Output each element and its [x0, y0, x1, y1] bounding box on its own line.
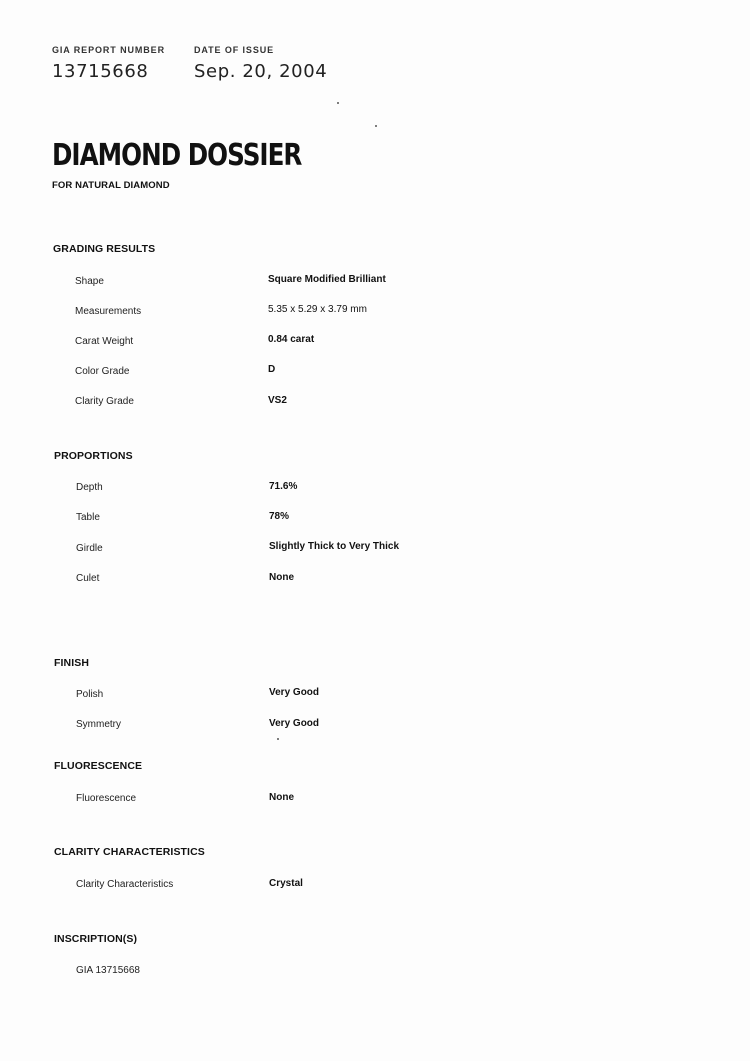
document-title: DIAMOND DOSSIER — [52, 138, 302, 173]
culet-value: None — [269, 572, 294, 583]
polish-label: Polish — [76, 689, 104, 700]
color-grade-value: D — [268, 364, 276, 375]
measurements-label: Measurements — [75, 306, 142, 317]
depth-label: Depth — [76, 482, 103, 493]
fluorescence-value: None — [269, 792, 294, 803]
section-title-fluorescence: FLUORESCENCE — [54, 760, 143, 772]
fluorescence-label: Fluorescence — [76, 793, 137, 804]
table-label: Table — [76, 512, 100, 523]
date-of-issue: Sep. 20, 2004 — [194, 61, 328, 82]
date-of-issue-label: DATE OF ISSUE — [194, 45, 275, 55]
symmetry-label: Symmetry — [76, 719, 121, 730]
girdle-value: Slightly Thick to Very Thick — [269, 541, 400, 552]
polish-value: Very Good — [269, 687, 320, 698]
girdle-label: Girdle — [76, 543, 103, 554]
shape-value: Square Modified Brilliant — [268, 274, 386, 285]
section-title-grading: GRADING RESULTS — [53, 243, 156, 255]
table-value: 78% — [269, 511, 290, 522]
report-number: 13715668 — [52, 61, 149, 82]
clarity-characteristics-label: Clarity Characteristics — [76, 879, 174, 890]
culet-label: Culet — [76, 573, 100, 584]
carat-weight-value: 0.84 carat — [268, 334, 315, 345]
shape-label: Shape — [75, 276, 104, 287]
scan-speck — [277, 738, 279, 740]
clarity-characteristics-value: Crystal — [269, 878, 303, 889]
measurements-value: 5.35 x 5.29 x 3.79 mm — [268, 304, 367, 315]
section-title-finish: FINISH — [54, 657, 90, 669]
color-grade-label: Color Grade — [75, 366, 130, 377]
document-subtitle: FOR NATURAL DIAMOND — [52, 180, 170, 191]
inscription-text: GIA 13715668 — [76, 965, 140, 976]
clarity-grade-label: Clarity Grade — [75, 396, 134, 407]
section-title-inscription: INSCRIPTION(S) — [54, 933, 138, 945]
scan-speck — [375, 125, 377, 127]
symmetry-value: Very Good — [269, 718, 320, 729]
depth-value: 71.6% — [269, 481, 298, 492]
section-title-proportions: PROPORTIONS — [54, 450, 133, 462]
scan-speck — [337, 102, 339, 104]
carat-weight-label: Carat Weight — [75, 336, 134, 347]
section-title-clarity-characteristics: CLARITY CHARACTERISTICS — [54, 846, 205, 858]
clarity-grade-value: VS2 — [268, 395, 287, 406]
report-number-label: GIA REPORT NUMBER — [52, 45, 165, 55]
